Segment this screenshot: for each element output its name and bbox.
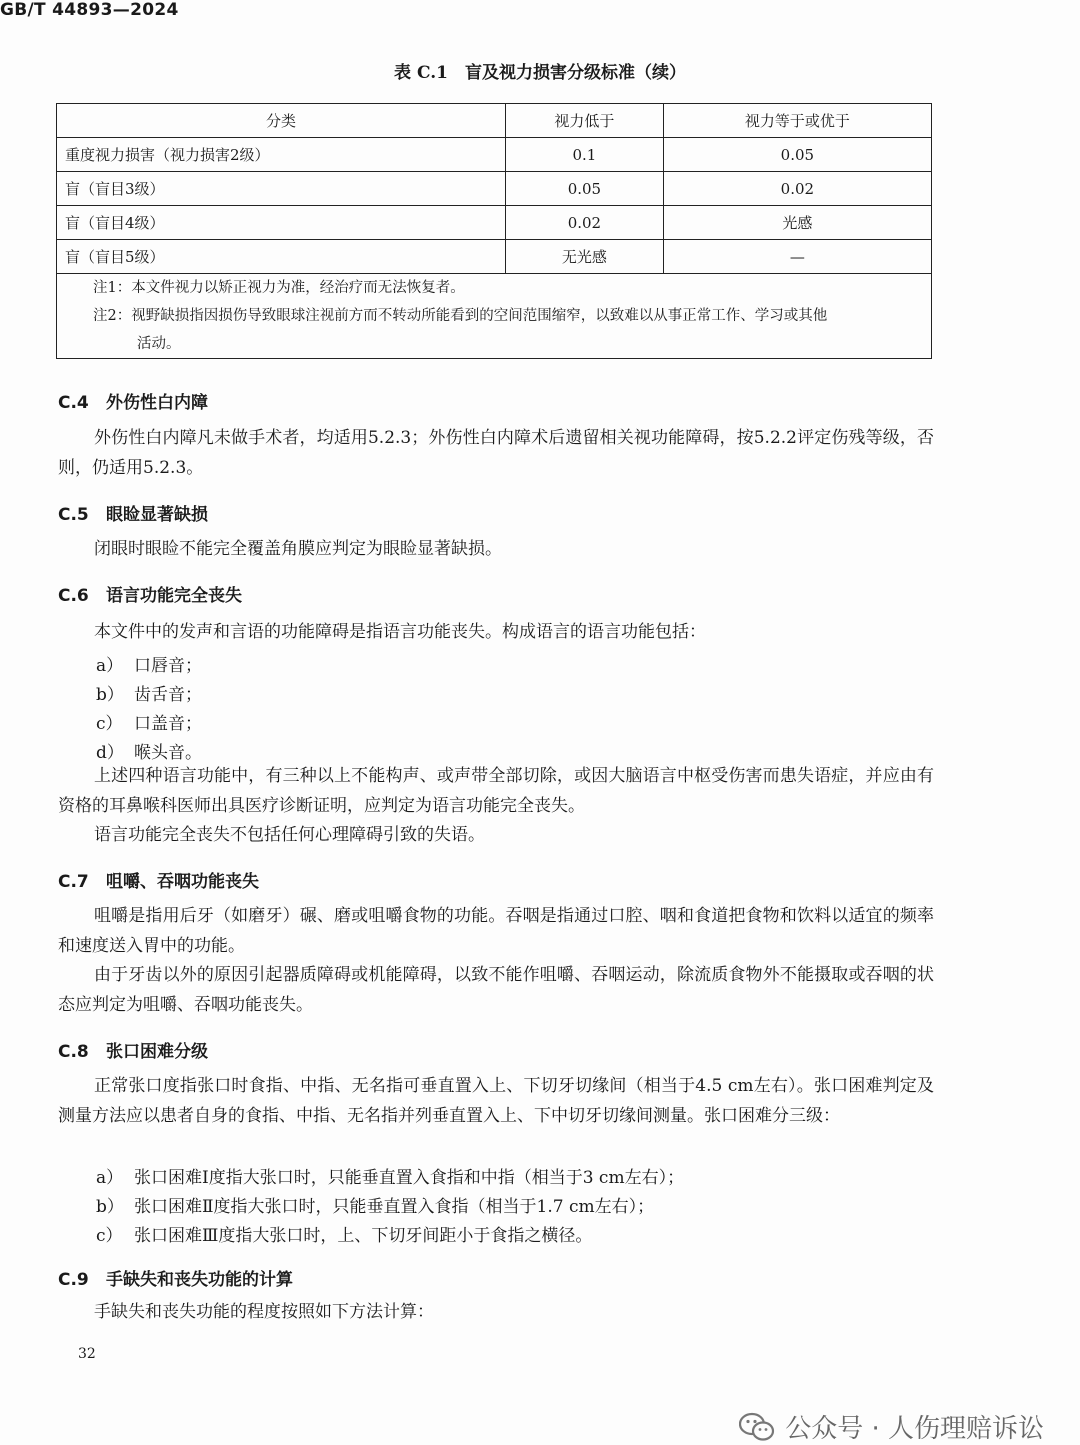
table-cell: 0.05 <box>663 138 931 172</box>
paragraph: 上述四种语言功能中，有三种以上不能构声、或声带全部切除，或因大脑语言中枢受伤害而患失语症，并应由有资格的耳鼻喉科医师出具医疗诊断证明，应判定为语言功能完全丧失。 <box>58 766 934 816</box>
section-number: C.6 <box>58 586 89 606</box>
watermark-text: 公众号 · 人伤理赔诉讼 <box>785 1414 1044 1444</box>
list-text: 口唇音； <box>134 656 202 676</box>
section-title: 咀嚼、吞咽功能丧失 <box>106 872 259 892</box>
table-row <box>57 172 932 206</box>
section-title: 语言功能完全丧失 <box>106 586 242 606</box>
list-item <box>96 709 202 734</box>
section-number: C.9 <box>58 1270 89 1290</box>
paragraph: 咀嚼是指用后牙（如磨牙）碾、磨或咀嚼食物的功能。吞咽是指通过口腔、咽和食道把食物和饮料以适宜的频率和速度送入胃中的功能。 <box>58 906 934 956</box>
table-title: 表 C.1 盲及视力损害分级标准（续） <box>394 63 686 83</box>
section-title: 外伤性白内障 <box>106 393 208 413</box>
table-cell: 盲（盲目3级） <box>57 172 506 206</box>
list-label: b） <box>96 1197 124 1217</box>
table-header-row <box>57 104 932 138</box>
page-number: 32 <box>78 1346 96 1362</box>
section-heading-c9 <box>58 1265 293 1290</box>
table-cell: — <box>663 240 931 274</box>
list-item <box>96 1163 684 1188</box>
column-header: 视力低于 <box>506 104 664 138</box>
vision-grading-table <box>56 103 932 359</box>
list-label: a） <box>96 656 124 676</box>
section-number: C.8 <box>58 1042 89 1062</box>
table-cell: 光感 <box>663 206 931 240</box>
watermark <box>739 1408 1044 1445</box>
table-notes-row <box>57 274 932 359</box>
table-note-2-continued: 活动。 <box>137 336 181 352</box>
column-header: 视力等于或优于 <box>663 104 931 138</box>
paragraph: 外伤性白内障凡未做手术者，均适用5.2.3；外伤性白内障术后遗留相关视功能障碍，按5.2.2评定伤残等级，否则，仍适用5.2.3。 <box>58 428 934 478</box>
document-id: GB/T 44893—2024 <box>0 0 179 20</box>
section-number: C.5 <box>58 505 89 525</box>
list-item <box>96 738 202 763</box>
table-row <box>57 206 932 240</box>
paragraph: 手缺失和丧失功能的程度按照如下方法计算： <box>94 1302 434 1322</box>
list-item <box>96 1192 654 1217</box>
list-item <box>96 1221 592 1246</box>
section-heading-c7 <box>58 867 259 892</box>
section-number: C.4 <box>58 393 89 413</box>
table-cell: 盲（盲目5级） <box>57 240 506 274</box>
list-text: 喉头音。 <box>134 743 202 763</box>
section-heading-c6 <box>58 581 242 606</box>
list-item <box>96 651 202 676</box>
section-title: 手缺失和丧失功能的计算 <box>106 1270 293 1290</box>
list-label: c） <box>96 714 123 734</box>
paragraph: 正常张口度指张口时食指、中指、无名指可垂直置入上、下切牙切缘间（相当于4.5 cm左右）。张口困难判定及测量方法应以患者自身的食指、中指、无名指并列垂直置入上、下中切牙切缘间测量。张口困难分三级： <box>58 1076 934 1126</box>
list-item <box>96 680 202 705</box>
table-cell: 0.02 <box>663 172 931 206</box>
table-row <box>57 138 932 172</box>
section-heading-c8 <box>58 1037 208 1062</box>
list-text: 张口困难Ⅰ度指大张口时，只能垂直置入食指和中指（相当于3 cm左右）； <box>134 1168 685 1188</box>
section-heading-c4 <box>58 388 208 413</box>
section-heading-c5 <box>58 500 208 525</box>
list-label: d） <box>96 743 124 763</box>
paragraph: 语言功能完全丧失不包括任何心理障碍引致的失语。 <box>94 825 485 845</box>
table-cell: 重度视力损害（视力损害2级） <box>57 138 506 172</box>
paragraph: 由于牙齿以外的原因引起器质障碍或机能障碍，以致不能作咀嚼、吞咽运动，除流质食物外不能摄取或吞咽的状态应判定为咀嚼、吞咽功能丧失。 <box>58 965 934 1015</box>
list-text: 张口困难Ⅲ度指大张口时，上、下切牙间距小于食指之横径。 <box>134 1226 593 1246</box>
section-title: 张口困难分级 <box>106 1042 208 1062</box>
paragraph: 闭眼时眼睑不能完全覆盖角膜应判定为眼睑显著缺损。 <box>94 539 502 559</box>
paragraph: 本文件中的发声和言语的功能障碍是指语言功能丧失。构成语言的语言功能包括： <box>94 622 706 642</box>
section-number: C.7 <box>58 872 89 892</box>
list-label: b） <box>96 685 124 705</box>
wechat-icon <box>739 1412 775 1442</box>
table-note-2: 注2：视野缺损指因损伤导致眼球注视前方而不转动所能看到的空间范围缩窄，以致难以从事正常工作、学习或其他 <box>93 308 828 324</box>
list-label: c） <box>96 1226 123 1246</box>
list-text: 齿舌音； <box>134 685 202 705</box>
table-cell: 0.02 <box>506 206 664 240</box>
list-label: a） <box>96 1168 124 1188</box>
table-cell: 0.1 <box>506 138 664 172</box>
list-text: 口盖音； <box>134 714 202 734</box>
table-note-1: 注1：本文件视力以矫正视力为准，经治疗而无法恢复者。 <box>93 280 465 296</box>
table-cell: 盲（盲目4级） <box>57 206 506 240</box>
table-cell: 无光感 <box>506 240 664 274</box>
table-row <box>57 240 932 274</box>
list-text: 张口困难Ⅱ度指大张口时，只能垂直置入食指（相当于1.7 cm左右）； <box>134 1197 655 1217</box>
table-notes <box>57 274 932 359</box>
column-header: 分类 <box>57 104 506 138</box>
section-title: 眼睑显著缺损 <box>106 505 208 525</box>
table-cell: 0.05 <box>506 172 664 206</box>
